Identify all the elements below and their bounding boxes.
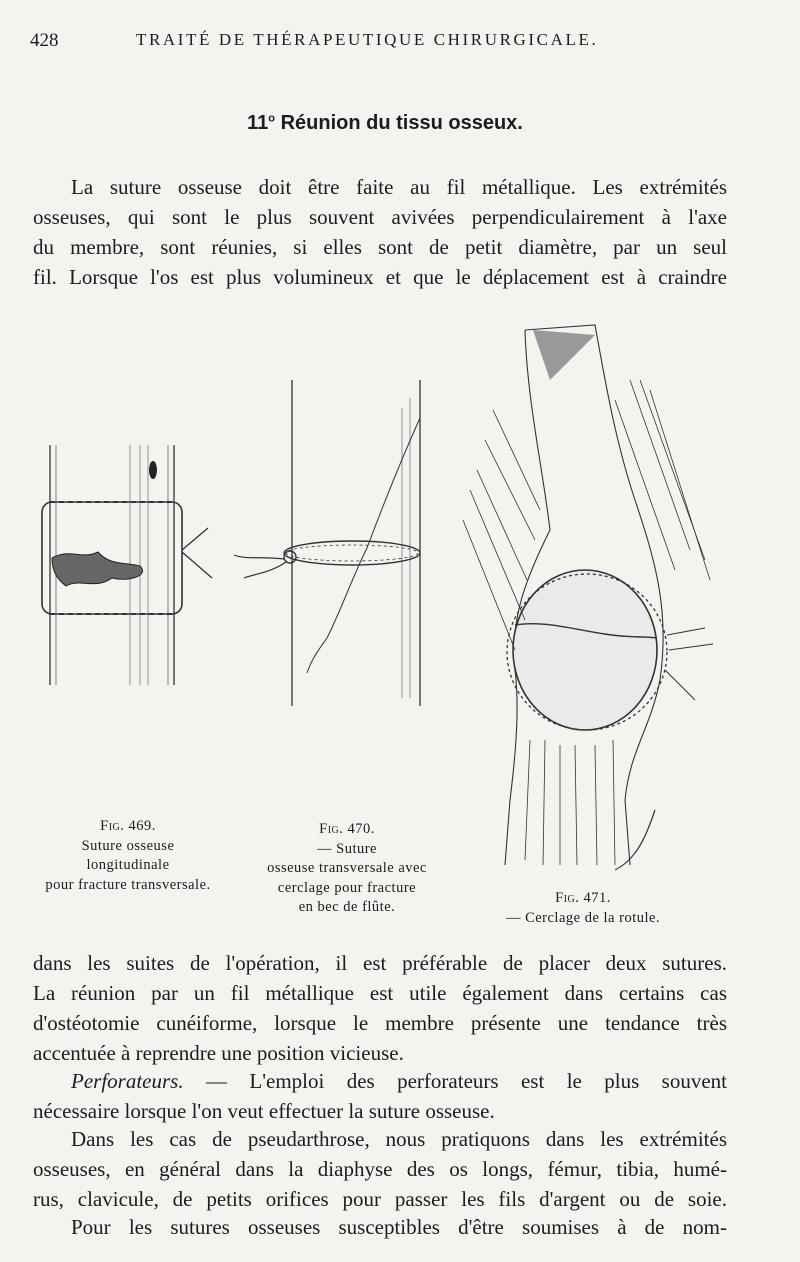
text-line: nécessaire lorsque l'on veut effectuer la suture osseuse. [33, 1099, 495, 1123]
paragraph-pseudarthrose [33, 1124, 727, 1214]
paragraph-sutures [33, 1212, 727, 1242]
text-line: fil. Lorsque l'os est plus volumineux et que le déplacement est à craindre [33, 265, 727, 289]
figure-471-illustration [455, 320, 720, 875]
text-line: La réunion par un fil métallique est utile également dans certains cas [33, 981, 727, 1005]
text-line: d'ostéotomie cunéiforme, lorsque le membre présente une tendance très [33, 1011, 727, 1035]
caption-line: longitudinale [86, 857, 170, 873]
figure-469-label: Fig. 469. [100, 818, 156, 834]
figure-470-caption [242, 820, 452, 918]
text-line: dans les suites de l'opération, il est préférable de placer deux sutures. [33, 951, 727, 975]
section-heading [0, 112, 770, 135]
page-number: 428 [30, 30, 59, 51]
paragraph-perforateurs [33, 1066, 727, 1126]
section-title: Réunion du tissu osseux. [280, 112, 523, 134]
text-line: du membre, sont réunies, si elles sont de petit diamètre, par un seul [33, 235, 727, 259]
figure-469-illustration [30, 440, 230, 690]
figure-470-label: Fig. 470. [319, 821, 375, 837]
figure-471-caption [448, 889, 718, 928]
caption-line: cerclage pour fracture [277, 879, 417, 896]
running-title: TRAITÉ DE THÉRAPEUTIQUE CHIRURGICALE. [136, 30, 599, 49]
text-line: osseuses, qui sont le plus souvent avivées perpendiculairement à l'axe [33, 205, 727, 229]
section-number: 11 [247, 112, 269, 134]
page-header [30, 30, 760, 54]
text-line: rus, clavicule, de petits orifices pour passer les fils d'argent ou de soie. [33, 1187, 727, 1211]
text-line: accentuée à reprendre une position vicieuse. [33, 1041, 404, 1065]
paragraph-continuation [33, 948, 727, 1068]
caption-line: Suture osseuse [81, 837, 175, 854]
caption-line: osseuse transversale avec [267, 860, 427, 876]
caption-line: en bec de flûte. [298, 899, 396, 915]
paragraph-intro [33, 172, 727, 292]
text-line: La suture osseuse doit être faite au fil métallique. Les extrémités [71, 175, 727, 199]
section-ordinal: o [268, 112, 276, 125]
text-line: osseuses, en général dans la diaphyse des os longs, fémur, tibia, humé- [33, 1157, 727, 1181]
caption-line: pour fracture transversale. [45, 876, 211, 893]
caption-line: — Suture [317, 840, 377, 857]
text-line: — L'emploi des perforateurs est le plus souvent [183, 1069, 727, 1093]
figure-469-caption [28, 817, 228, 895]
figure-471-label: Fig. 471. [555, 890, 611, 906]
text-line: Pour les sutures osseuses susceptibles d'être soumises à de nom- [71, 1215, 727, 1239]
italic-lead: Perforateurs. [71, 1069, 184, 1093]
caption-line: — Cerclage de la rotule. [505, 909, 661, 926]
figure-470-illustration [232, 378, 437, 708]
text-line: Dans les cas de pseudarthrose, nous pratiquons dans les extrémités [71, 1127, 727, 1151]
